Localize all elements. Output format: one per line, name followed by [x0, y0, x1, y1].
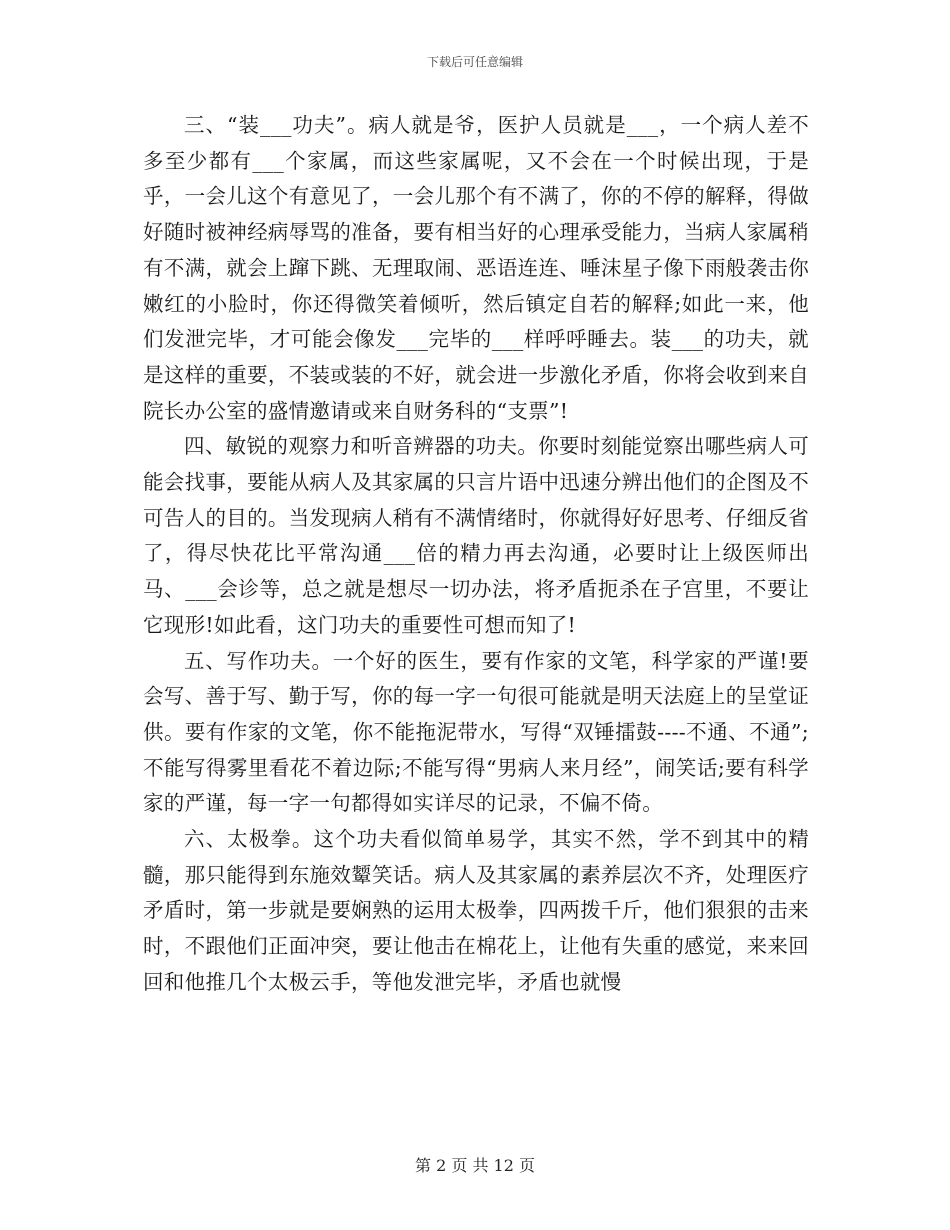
- paragraph-section-3: 三、“装___功夫”。病人就是爷，医护人员就是___，一个病人差不多至少都有___个家属，而这些家属呢，又不会在一个时候出现，于是乎，一会儿这个有意见了，一会儿那个有不满了，你的不停的解释，得做好随时被神经病辱骂的准备，要有相当好的心理承受能力，当病人家属稍有不满，就会上蹿下跳、无理取闹、恶语连连、唾沫星子像下雨般袭击你嫩红的小脸时，你还得微笑着倾听，然后镇定自若的解释;如此一来，他们发泄完毕，才可能会像发___完毕的___样呼呼睡去。装___的功夫，就是这样的重要，不装或装的不好，就会进一步激化矛盾，你将会收到来自院长办公室的盛情邀请或来自财务科的“支票”!: [143, 113, 809, 423]
- paragraph-section-4: 四、敏锐的观察力和听音辨器的功夫。你要时刻能觉察出哪些病人可能会找事，要能从病人及其家属的只言片语中迅速分辨出他们的企图及不可告人的目的。当发现病人稍有不满情绪时，你就得好好思考、仔细反省了，得尽快花比平常沟通___倍的精力再去沟通，必要时让上级医师出马、___会诊等，总之就是想尽一切办法，将矛盾扼杀在子宫里，不要让它现形!如此看，这门功夫的重要性可想而知了!: [143, 434, 809, 637]
- page-header-note: 下载后可任意编辑: [426, 55, 523, 69]
- page-number-footer: 第 2 页 共 12 页: [415, 1156, 535, 1175]
- paragraph-section-5: 五、写作功夫。一个好的医生，要有作家的文笔，科学家的严谨!要会写、善于写、勤于写，你的每一字一句很可能就是明天法庭上的呈堂证供。要有作家的文笔，你不能拖泥带水，写得“双锤擂鼓----不通、不通”;不能写得雾里看花不着边际;不能写得“男病人来月经”，闹笑话;要有科学家的严谨，每一字一句都得如实详尽的记录，不偏不倚。: [143, 648, 809, 816]
- paragraph-section-6: 六、太极拳。这个功夫看似简单易学，其实不然，学不到其中的精髓，那只能得到东施效颦笑话。病人及其家属的素养层次不齐，处理医疗矛盾时，第一步就是要娴熟的运用太极拳，四两拨千斤，他们狠狠的击来时，不跟他们正面冲突，要让他击在棉花上，让他有失重的感觉，来来回回和他推几个太极云手，等他发泄完毕，矛盾也就慢: [143, 827, 809, 994]
- document-body: [143, 108, 809, 1001]
